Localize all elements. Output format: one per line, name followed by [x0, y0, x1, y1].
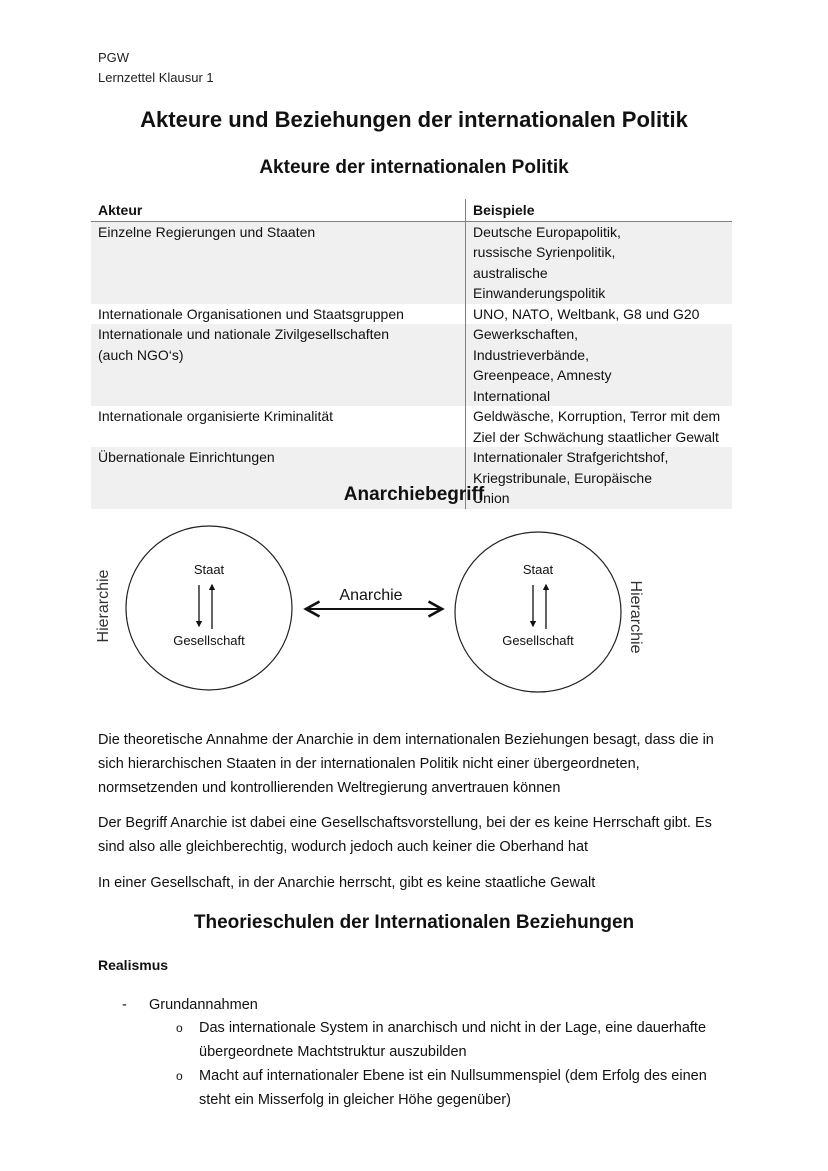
cell-akteur: Übernationale Einrichtungen [91, 447, 466, 509]
left-hierarchy-circle [95, 526, 292, 690]
grundannahmen-label: Grundannahmen [149, 997, 258, 1013]
page-title: Akteure und Beziehungen der internationalen Politik [140, 107, 688, 132]
anarchie-connector [306, 587, 442, 609]
cell-akteur: Internationale organisierte Kriminalität [91, 406, 466, 447]
table-row [91, 304, 732, 325]
cell-beispiele: Geldwäsche, Korruption, Terror mit dem Ziel der Schwächung staatlicher Gewalt [473, 408, 721, 445]
paragraph-anarchie-1: Die theoretische Annahme der Anarchie in dem internationalen Beziehungen besagt, dass die in sich hierarchischen Staaten in der internationalen Politik nicht einer übergeordneten, normsetzenden und kontrollierenden Weltregierung anvertrauen können [98, 732, 714, 796]
left-hierarchie-label: Hierarchie [95, 569, 112, 643]
section-heading-theorieschulen: Theorieschulen der Internationalen Beziehungen [193, 912, 635, 933]
dash-bullet-icon: - [122, 997, 127, 1013]
paragraph-anarchie-3: In einer Gesellschaft, in der Anarchie herrscht, gibt es keine staatliche Gewalt [98, 875, 596, 891]
section-heading-anarchie: Anarchiebegriff [343, 484, 485, 505]
list-item-grundannahmen [122, 993, 258, 1017]
realismus-heading: Realismus [98, 957, 169, 973]
anarchie-diagram [0, 520, 828, 710]
list-item-text: Das internationale System in anarchisch und nicht in der Lage, eine dauerhafte übergeordnete Machtstruktur auszubilden [199, 1020, 707, 1060]
cell-beispiele: Deutsche Europapolitik, russische Syrienpolitik, australische Einwanderungspolitik [466, 221, 733, 304]
column-header-akteur: Akteur [91, 199, 466, 221]
list-item [176, 1016, 736, 1064]
akteure-table [91, 199, 732, 509]
list-item-text: Macht auf internationaler Ebene ist ein Nullsummenspiel (dem Erfolg des einen steht ein Misserfolg in gleicher Höhe gegenüber) [199, 1068, 707, 1108]
right-hierarchie-label: Hierarchie [627, 580, 644, 654]
left-gesellschaft-label: Gesellschaft [173, 633, 245, 648]
header-document-label: Lernzettel Klausur 1 [98, 70, 214, 85]
cell-akteur: Internationale und nationale Zivilgesellschaften (auch NGO‘s) [91, 324, 466, 406]
table-row [91, 406, 732, 447]
paragraph-anarchie-2: Der Begriff Anarchie ist dabei eine Gesellschaftsvorstellung, bei der es keine Herrschaft gibt. Es sind also alle gleichberechtig, wodurch jedoch auch keiner die Oberhand hat [98, 815, 712, 855]
table-row [91, 324, 732, 406]
circle-bullet-icon: o [176, 1069, 183, 1083]
column-header-beispiele: Beispiele [466, 199, 733, 221]
table-row [91, 221, 732, 304]
cell-akteur: Internationale Organisationen und Staatsgruppen [91, 304, 466, 325]
circle-bullet-icon: o [176, 1021, 183, 1035]
cell-beispiele: UNO, NATO, Weltbank, G8 und G20 [473, 305, 700, 322]
list-item [176, 1064, 736, 1112]
table-header-row [91, 199, 732, 221]
cell-akteur: Einzelne Regierungen und Staaten [91, 221, 466, 304]
right-staat-label: Staat [522, 562, 554, 577]
anarchie-label: Anarchie [339, 587, 403, 604]
cell-beispiele: Gewerkschaften, Industrieverbände, Greenpeace, Amnesty International [466, 324, 733, 406]
right-gesellschaft-label: Gesellschaft [502, 633, 574, 648]
right-hierarchy-circle [455, 532, 644, 692]
header-subject: PGW [98, 50, 130, 65]
section-heading-akteure: Akteure der internationalen Politik [259, 157, 569, 178]
left-staat-label: Staat [193, 562, 225, 577]
cell-beispiele: Internationaler Strafgerichtshof, Kriegstribunale, Europäische Union [466, 447, 733, 509]
